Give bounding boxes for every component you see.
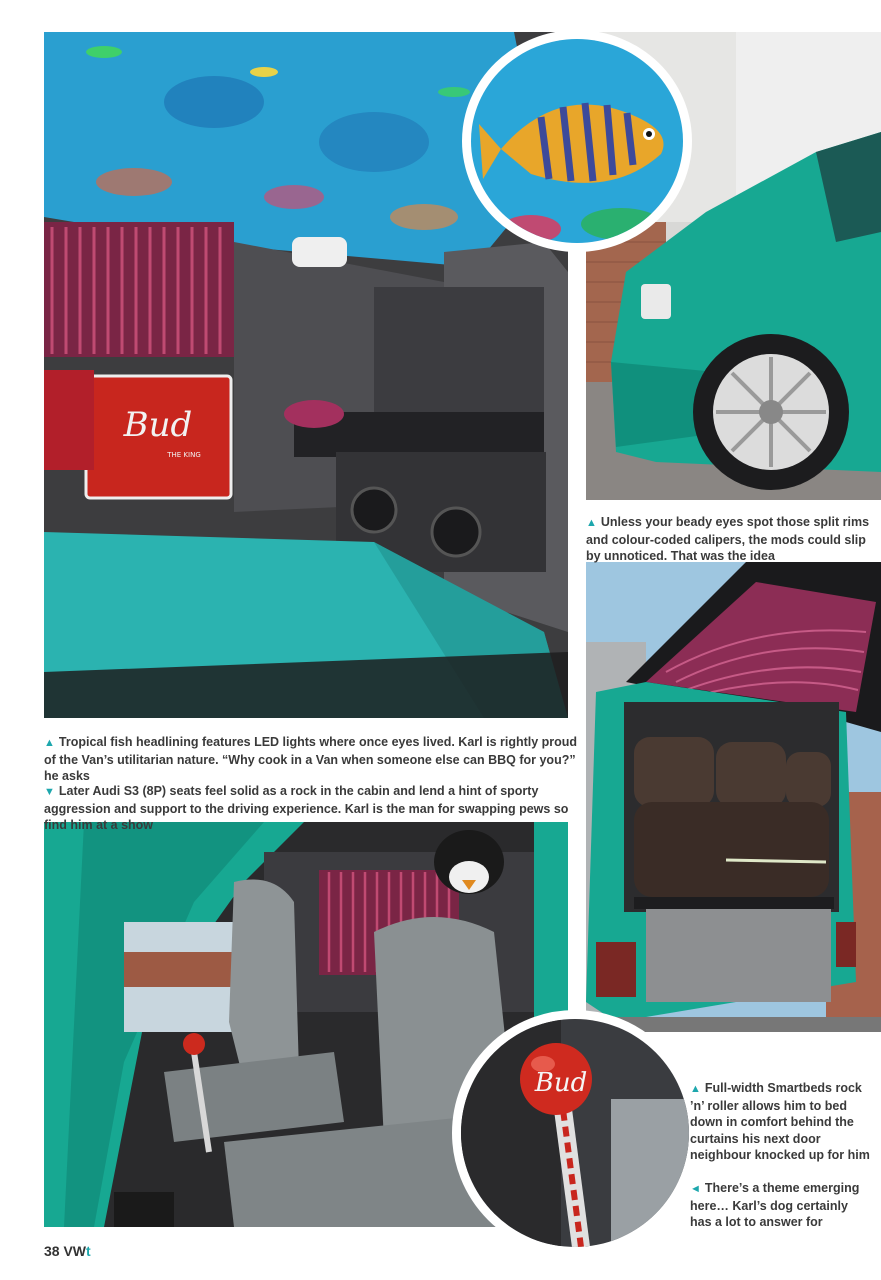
sign-bud-text: Bud <box>123 405 193 445</box>
brand-suffix: t <box>86 1243 91 1259</box>
caption-tropical <box>44 734 584 785</box>
triangle-up-icon: ▲ <box>690 1083 701 1095</box>
triangle-up-icon: ▲ <box>586 517 597 529</box>
caption-theme <box>690 1180 865 1231</box>
caption-exterior-text: Unless your beady eyes spot those split rims and colour-coded calipers, the mods could slip by unnoticed. That was the idea <box>586 515 870 563</box>
page-number: 38 <box>44 1243 60 1259</box>
rear-photo <box>586 562 881 1032</box>
gear-knob-inset-photo <box>452 1010 698 1256</box>
sign-sub-text: THE KING <box>167 451 201 459</box>
caption-audi-text: Later Audi S3 (8P) seats feel solid as a rock in the cabin and lend a hint of sporty aggression and support to the driving experience. Karl is the man for swapping pews so find him at a show <box>44 784 569 832</box>
caption-audi <box>44 783 584 834</box>
brand-prefix: VW <box>63 1243 87 1259</box>
knob-bud-text: Bud <box>534 1068 588 1098</box>
triangle-down-icon: ▼ <box>44 786 55 798</box>
fish-inset-photo <box>462 30 692 252</box>
caption-exterior <box>586 514 881 565</box>
caption-theme-text: There’s a theme emerging here… Karl’s dog certainly has a lot to answer for <box>690 1181 860 1229</box>
caption-smartbeds <box>690 1080 870 1164</box>
triangle-left-icon: ◄ <box>690 1183 701 1195</box>
caption-smartbeds-text: Full-width Smartbeds rock ’n’ roller allows him to bed down in comfort behind the curtains his next door neighbour knocked up for him <box>690 1081 870 1162</box>
page-folio <box>44 1243 91 1259</box>
triangle-up-icon: ▲ <box>44 737 55 749</box>
caption-tropical-text: Tropical fish headlining features LED lights where once eyes lived. Karl is rightly proud of the Van’s utilitarian nature. “Why cook in a Van when someone else can BBQ for you?” he asks <box>44 735 578 783</box>
